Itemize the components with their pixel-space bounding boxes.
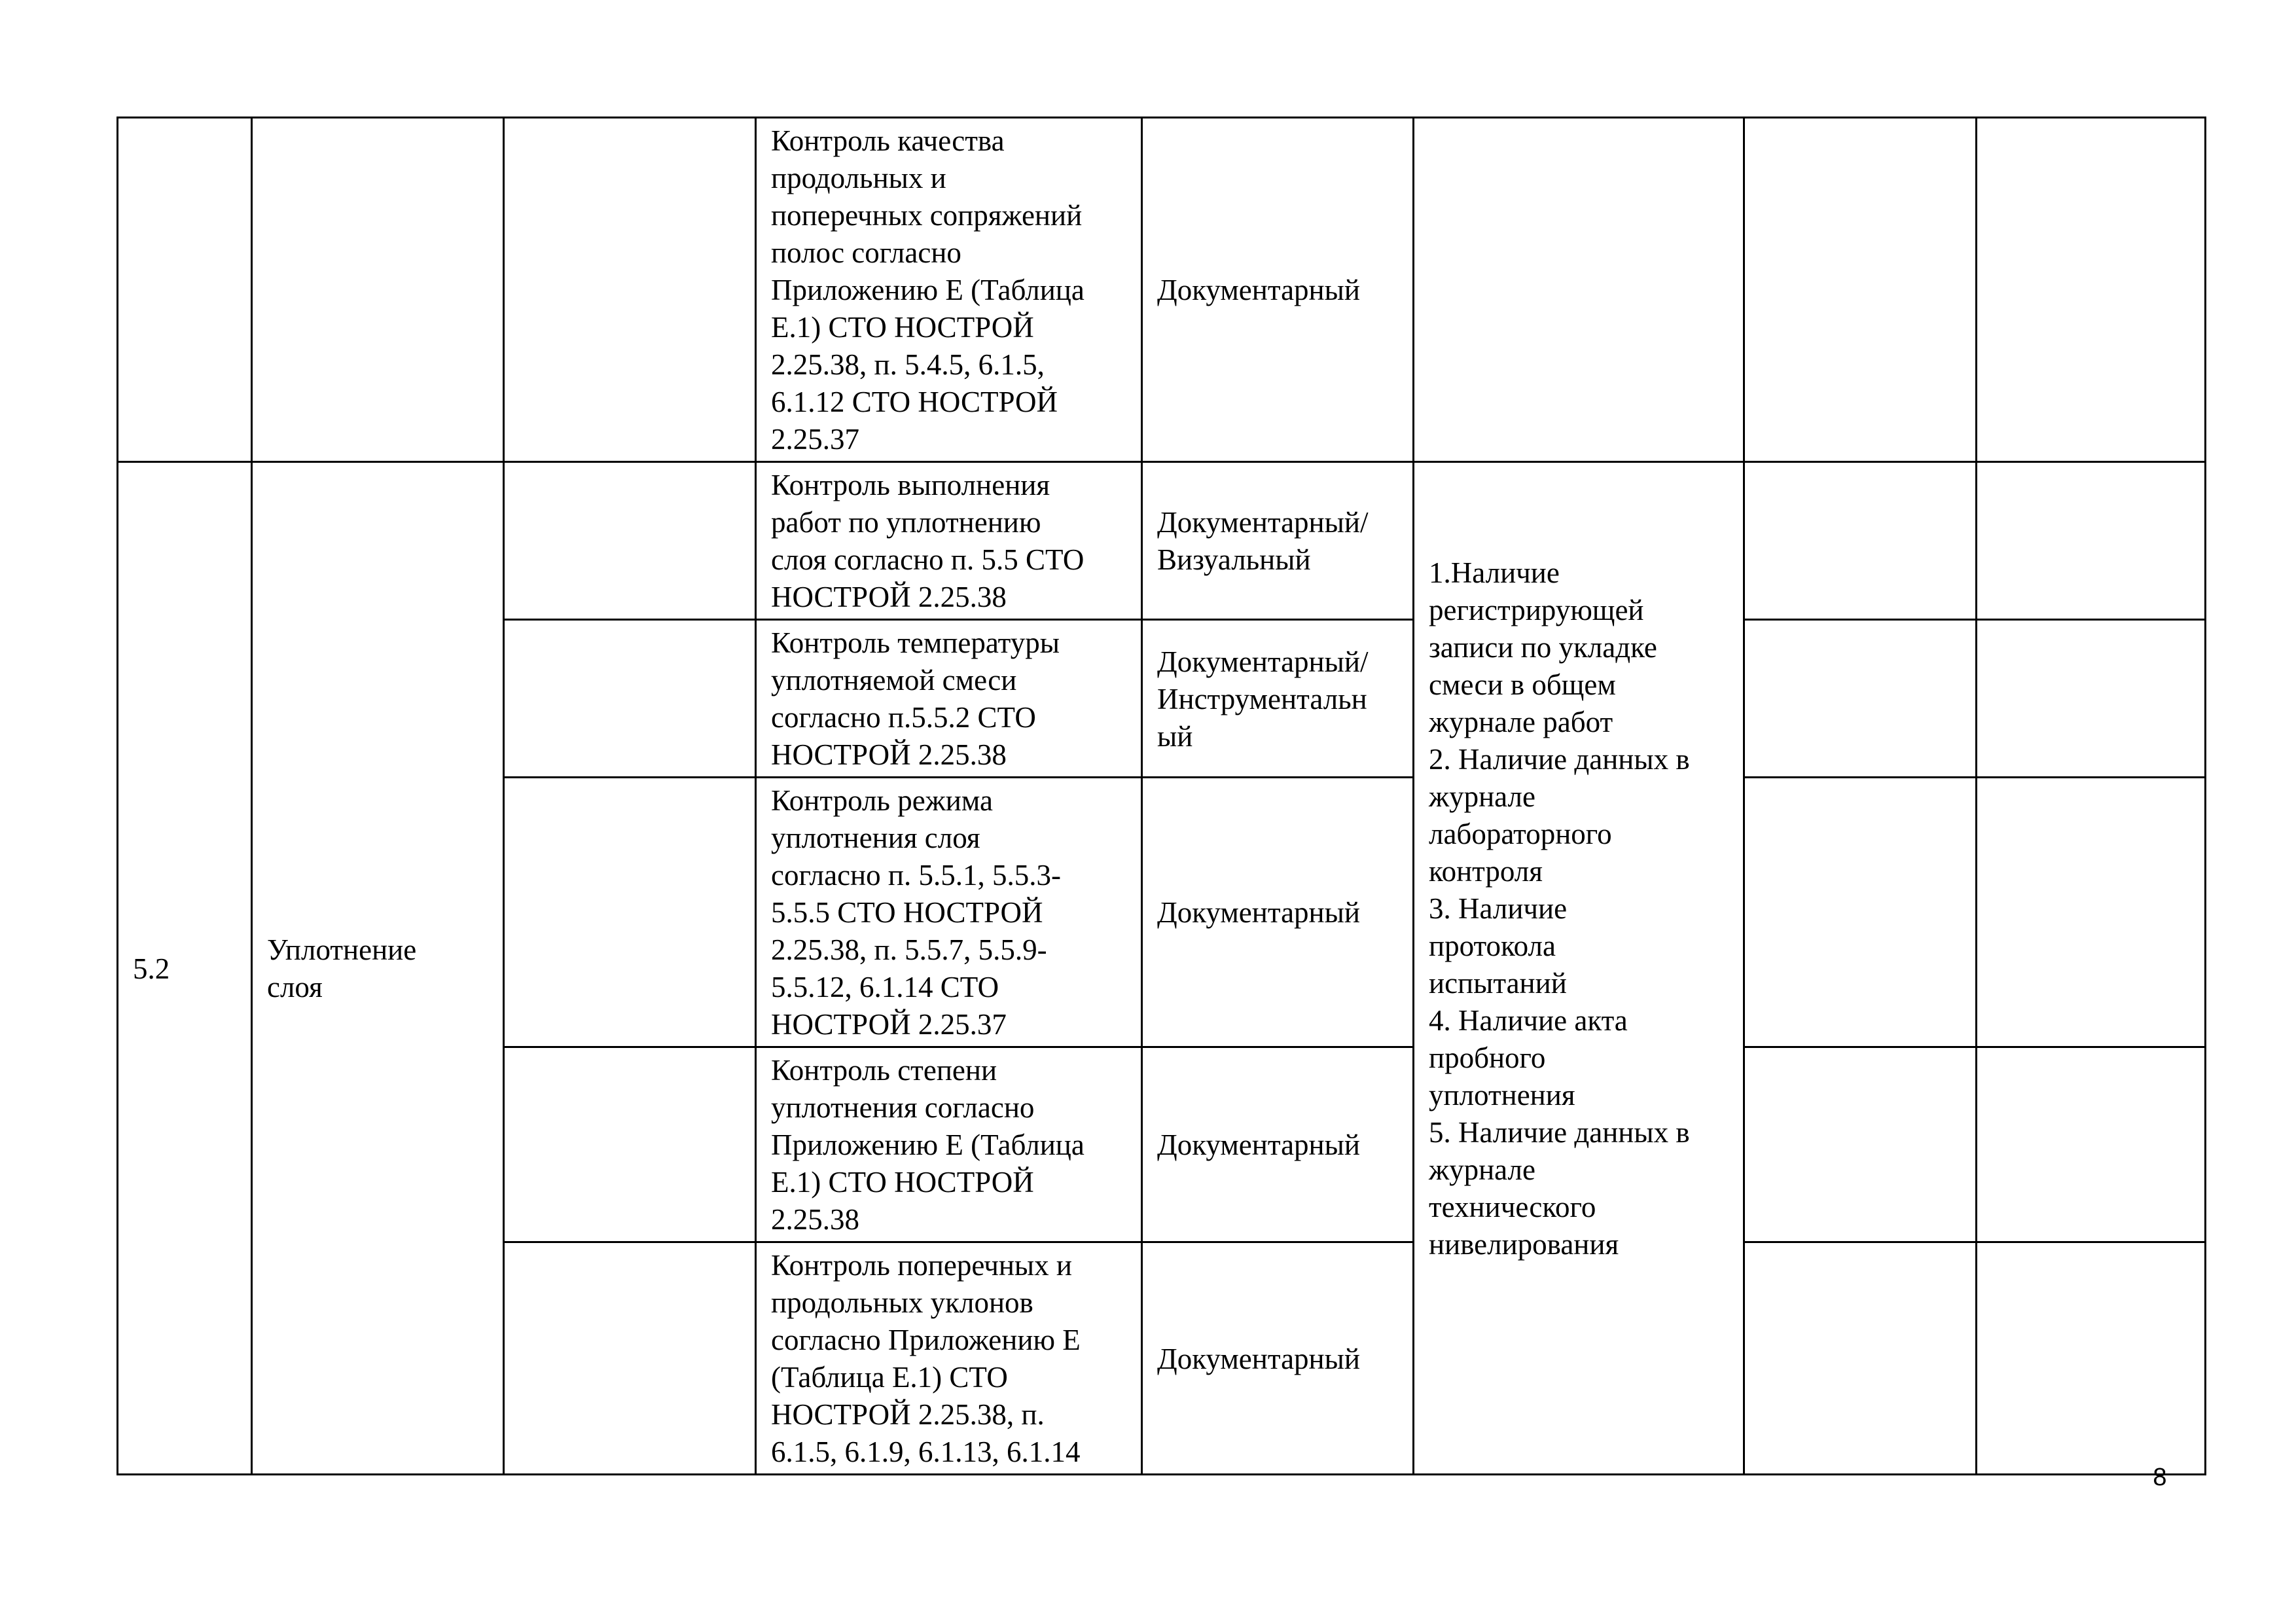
document-cell (504, 118, 756, 462)
extra-cell (1977, 118, 2206, 462)
table-row (118, 462, 2206, 620)
extra-cell (1744, 778, 1977, 1047)
extra-cell (1744, 118, 1977, 462)
page-number: 8 (2153, 1464, 2167, 1491)
section-number-cell: 5.2 (118, 462, 252, 1475)
requirements-cell (1414, 118, 1744, 462)
operation-cell: Контроль режима уплотнения слоя согласно п. 5.5.1, 5.5.3- 5.5.5 СТО НОСТРОЙ 2.25.38, п. 5.5.7, 5.5.9- 5.5.12, 6.1.14 СТО НОСТРОЙ 2.25.37 (756, 778, 1142, 1047)
row-number-cell (118, 118, 252, 462)
stage-cell (252, 118, 504, 462)
extra-cell (1744, 1242, 1977, 1475)
method-cell: Документарный (1142, 778, 1414, 1047)
document-cell (504, 620, 756, 778)
document-cell (504, 778, 756, 1047)
extra-cell (1977, 1047, 2206, 1242)
operation-cell: Контроль температуры уплотняемой смеси согласно п.5.5.2 СТО НОСТРОЙ 2.25.38 (756, 620, 1142, 778)
requirements-cell: 1.Наличие регистрирующей записи по укладке смеси в общем журнале работ 2. Наличие данных в журнале лабораторного контроля 3. Наличие протокола испытаний 4. Наличие акта пробного уплотнения 5. Наличие данных в журнале технического нивелирования (1414, 462, 1744, 1475)
method-cell: Документарный (1142, 118, 1414, 462)
section-stage-cell: Уплотнение слоя (252, 462, 504, 1475)
extra-cell (1744, 620, 1977, 778)
operation-cell: Контроль качества продольных и поперечных сопряжений полос согласно Приложению Е (Таблица Е.1) СТО НОСТРОЙ 2.25.38, п. 5.4.5, 6.1.5, 6.1.12 СТО НОСТРОЙ 2.25.37 (756, 118, 1142, 462)
method-cell: Документарный (1142, 1047, 1414, 1242)
document-cell (504, 1047, 756, 1242)
extra-cell (1977, 1242, 2206, 1475)
operation-cell: Контроль степени уплотнения согласно Приложению Е (Таблица Е.1) СТО НОСТРОЙ 2.25.38 (756, 1047, 1142, 1242)
method-cell: Документарный (1142, 1242, 1414, 1475)
extra-cell (1977, 620, 2206, 778)
extra-cell (1977, 462, 2206, 620)
document-cell (504, 1242, 756, 1475)
extra-cell (1977, 778, 2206, 1047)
document-cell (504, 462, 756, 620)
method-cell: Документарный/ Визуальный (1142, 462, 1414, 620)
control-table (117, 117, 2206, 1475)
extra-cell (1744, 462, 1977, 620)
extra-cell (1744, 1047, 1977, 1242)
operation-cell: Контроль поперечных и продольных уклонов согласно Приложению Е (Таблица Е.1) СТО НОСТРОЙ 2.25.38, п. 6.1.5, 6.1.9, 6.1.13, 6.1.14 (756, 1242, 1142, 1475)
operation-cell: Контроль выполнения работ по уплотнению слоя согласно п. 5.5 СТО НОСТРОЙ 2.25.38 (756, 462, 1142, 620)
table-row (118, 118, 2206, 462)
method-cell: Документарный/ Инструментальн ый (1142, 620, 1414, 778)
